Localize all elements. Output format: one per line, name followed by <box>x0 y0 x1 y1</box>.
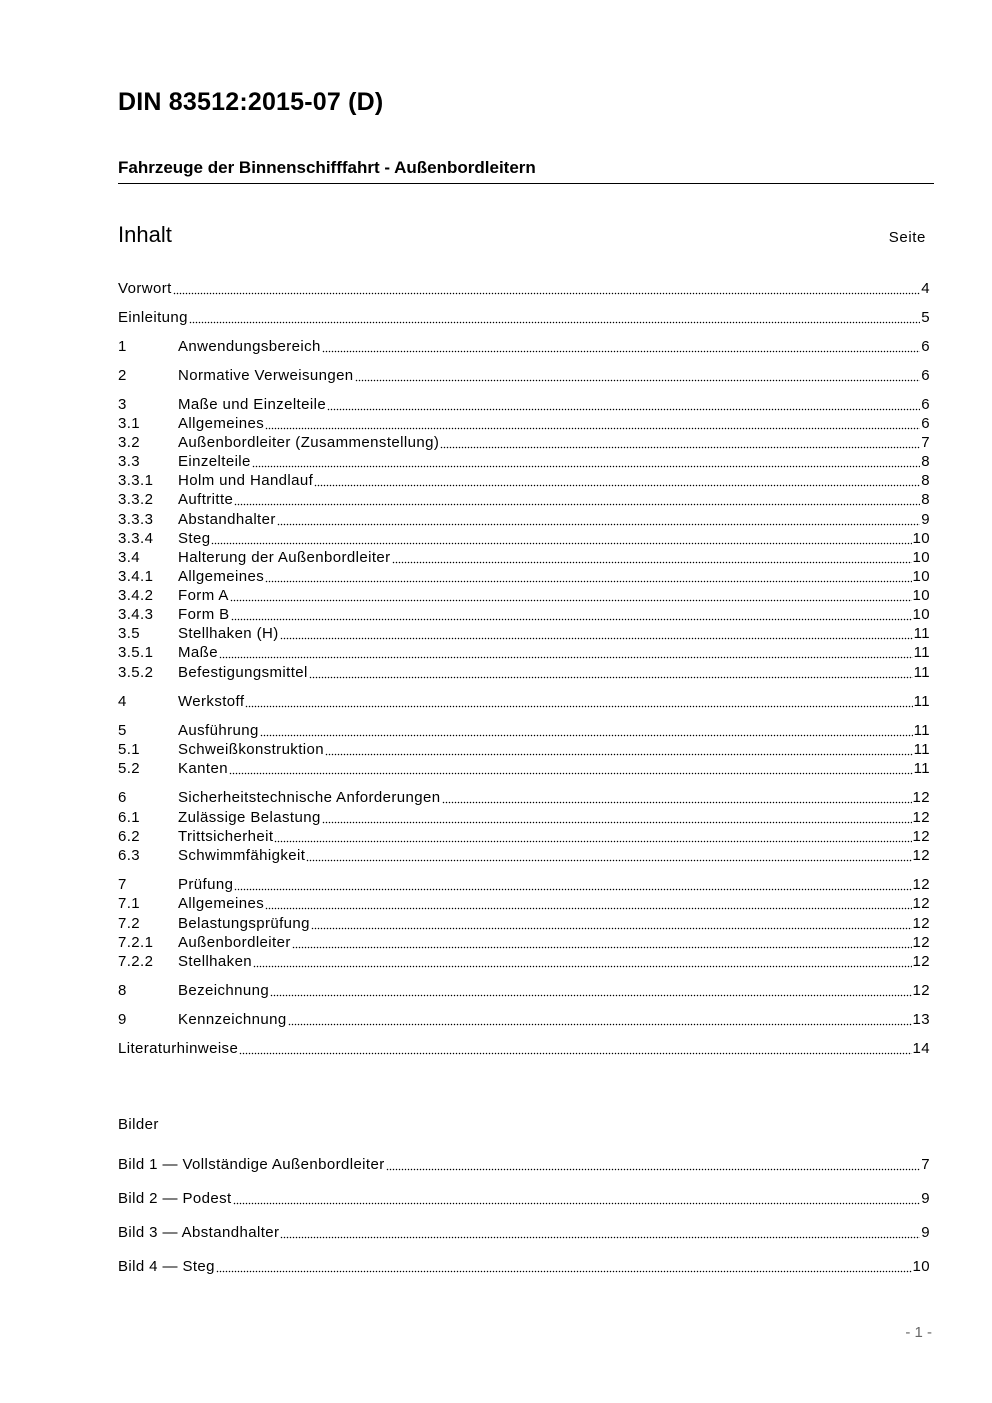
toc-entry-title: Sicherheitstechnische Anforderungen <box>178 789 441 806</box>
document-title: DIN 83512:2015-07 (D) <box>118 88 384 116</box>
toc-entry-title: Stellhaken (H) <box>178 625 279 642</box>
dot-leader <box>233 1202 921 1206</box>
toc-entry-title: Allgemeines <box>178 415 265 432</box>
toc-entry[interactable] <box>118 414 930 433</box>
toc-entry[interactable] <box>118 759 930 778</box>
toc-entry-number: 5.2 <box>118 760 141 777</box>
toc-entry-page: 11 <box>913 625 930 642</box>
toc-entry-page: 6 <box>921 396 930 413</box>
toc-entry-number: 6.2 <box>118 828 141 845</box>
toc-entry-title: Einleitung <box>118 309 188 326</box>
toc-entry-page: 14 <box>912 1040 930 1057</box>
toc-entry-number: 3.4.2 <box>118 587 154 604</box>
toc-entry[interactable] <box>118 471 930 490</box>
toc-entry-title: Vorwort <box>118 280 172 297</box>
toc-entry-page: 12 <box>912 828 930 845</box>
toc-entry-number: 3.3.1 <box>118 472 154 489</box>
toc-entry-number: 6 <box>118 789 127 806</box>
toc-entry-number: 7.2 <box>118 915 141 932</box>
toc-entry-title: Kennzeichnung <box>178 1011 287 1028</box>
toc-entry[interactable] <box>118 337 930 356</box>
toc-entry-title: Außenbordleiter <box>178 934 291 951</box>
figure-entry[interactable] <box>118 1189 930 1208</box>
toc-entry[interactable] <box>118 452 930 471</box>
figure-entry-page: 9 <box>921 1190 930 1207</box>
toc-entry-number: 3.4.3 <box>118 606 154 623</box>
dot-leader <box>355 379 921 383</box>
dot-leader <box>277 523 920 527</box>
toc-entry-page: 11 <box>913 644 930 661</box>
toc-entry-page: 12 <box>912 847 930 864</box>
toc-entry-title: Allgemeines <box>178 568 265 585</box>
title-divider <box>118 183 934 184</box>
toc-entry-page: 11 <box>913 741 930 758</box>
contents-heading: Inhalt <box>118 222 172 247</box>
toc-entry[interactable] <box>118 981 930 1000</box>
toc-entry-page: 10 <box>912 530 930 547</box>
toc-entry[interactable] <box>118 933 930 952</box>
toc-entry-page: 12 <box>912 953 930 970</box>
figure-entry-title: Bild 2 — Podest <box>118 1190 232 1207</box>
toc-entry[interactable] <box>118 663 930 682</box>
dot-leader <box>442 801 912 805</box>
dot-leader <box>253 965 911 969</box>
toc-entry[interactable] <box>118 692 930 711</box>
dot-leader <box>288 1023 912 1027</box>
toc-entry-page: 12 <box>912 789 930 806</box>
figure-entry-page: 10 <box>912 1258 930 1275</box>
dot-leader <box>189 321 920 325</box>
dot-leader <box>322 350 921 354</box>
toc-entry-title: Abstandhalter <box>178 511 276 528</box>
figure-entry[interactable] <box>118 1257 930 1276</box>
toc-entry-page: 11 <box>913 760 930 777</box>
toc-entry[interactable] <box>118 548 930 567</box>
toc-entry-title: Ausführung <box>178 722 259 739</box>
dot-leader <box>280 637 913 641</box>
toc-entry-page: 11 <box>913 693 930 710</box>
toc-entry[interactable] <box>118 875 930 894</box>
dot-leader <box>392 561 912 565</box>
toc-entry-page: 9 <box>921 511 930 528</box>
figure-entry[interactable] <box>118 1155 930 1174</box>
toc-entry-number: 3 <box>118 396 127 413</box>
toc-entry-number: 6.3 <box>118 847 141 864</box>
dot-leader <box>325 753 913 757</box>
dot-leader <box>234 888 911 892</box>
toc-entry-page: 11 <box>913 664 930 681</box>
toc-entry-number: 8 <box>118 982 127 999</box>
toc-entry-number: 3.1 <box>118 415 141 432</box>
toc-entry-number: 2 <box>118 367 127 384</box>
toc-entry[interactable] <box>118 1010 930 1029</box>
toc-entry[interactable] <box>118 433 930 452</box>
dot-leader <box>274 840 911 844</box>
toc-entry-page: 12 <box>912 876 930 893</box>
toc-entry[interactable] <box>118 721 930 740</box>
toc-entry-number: 1 <box>118 338 127 355</box>
toc-entry-title: Schweißkonstruktion <box>178 741 324 758</box>
toc-entry-number: 3.5.1 <box>118 644 154 661</box>
dot-leader <box>270 994 911 998</box>
figure-entry-title: Bild 1 — Vollständige Außenbordleiter <box>118 1156 385 1173</box>
toc-entry-title: Maße und Einzelteile <box>178 396 327 413</box>
toc-entry-title: Halterung der Außenbordleiter <box>178 549 391 566</box>
toc-entry-page: 10 <box>912 606 930 623</box>
toc-entry-page: 12 <box>912 895 930 912</box>
dot-leader <box>440 446 920 450</box>
toc-entry[interactable] <box>118 490 930 509</box>
toc-entry-title: Maße <box>178 644 218 661</box>
toc-entry[interactable] <box>118 567 930 586</box>
dot-leader <box>265 427 920 431</box>
toc-entry-title: Literaturhinweise <box>118 1040 239 1057</box>
dot-leader <box>211 542 911 546</box>
toc-entry-page: 7 <box>921 434 930 451</box>
toc-entry-page: 6 <box>921 367 930 384</box>
toc-entry-title: Allgemeines <box>178 895 265 912</box>
toc-entry[interactable] <box>118 529 930 548</box>
toc-entry[interactable] <box>118 395 930 414</box>
toc-entry-title: Bezeichnung <box>178 982 270 999</box>
toc-entry-page: 12 <box>912 809 930 826</box>
toc-entry-title: Schwimmfähigkeit <box>178 847 306 864</box>
toc-entry-number: 9 <box>118 1011 127 1028</box>
document-subtitle: Fahrzeuge der Binnenschifffahrt - Außenbordleitern <box>118 158 536 177</box>
toc-entry-number: 3.3.3 <box>118 511 154 528</box>
toc-entry[interactable] <box>118 846 930 865</box>
toc-entry-title: Prüfung <box>178 876 234 893</box>
page-column-label: Seite <box>888 229 926 246</box>
toc-entry-number: 3.5.2 <box>118 664 154 681</box>
dot-leader <box>314 484 920 488</box>
toc-entry-page: 12 <box>912 915 930 932</box>
dot-leader <box>309 676 913 680</box>
toc-entry-title: Steg <box>178 530 211 547</box>
toc-entry-number: 3.5 <box>118 625 141 642</box>
dot-leader <box>252 465 920 469</box>
toc-entry-page: 6 <box>921 338 930 355</box>
toc-entry-number: 7.2.2 <box>118 953 154 970</box>
toc-entry-number: 6.1 <box>118 809 141 826</box>
figures-heading: Bilder <box>118 1116 159 1133</box>
toc-entry-number: 3.2 <box>118 434 141 451</box>
toc-entry-title: Belastungsprüfung <box>178 915 310 932</box>
toc-entry-page: 8 <box>921 472 930 489</box>
toc-entry-number: 3.4 <box>118 549 141 566</box>
dot-leader <box>327 408 920 412</box>
toc-entry-page: 5 <box>921 309 930 326</box>
toc-entry-number: 7 <box>118 876 127 893</box>
toc-entry-number: 3.3.2 <box>118 491 154 508</box>
toc-entry-page: 6 <box>921 415 930 432</box>
figure-entry-title: Bild 3 — Abstandhalter <box>118 1224 280 1241</box>
toc-entry-title: Trittsicherheit <box>178 828 274 845</box>
toc-entry[interactable] <box>118 643 930 662</box>
toc-entry[interactable] <box>118 510 930 529</box>
toc-entry[interactable] <box>118 788 930 807</box>
toc-entry-title: Auftritte <box>178 491 234 508</box>
toc-entry-number: 3.3 <box>118 453 141 470</box>
toc-entry-page: 4 <box>921 280 930 297</box>
toc-entry-title: Form A <box>178 587 229 604</box>
toc-entry-page: 8 <box>921 491 930 508</box>
toc-entry[interactable] <box>118 586 930 605</box>
toc-entry[interactable] <box>118 740 930 759</box>
dot-leader <box>173 292 921 296</box>
dot-leader <box>265 907 911 911</box>
toc-entry-number: 3.3.4 <box>118 530 154 547</box>
toc-entry[interactable] <box>118 1039 930 1058</box>
toc-entry[interactable] <box>118 605 930 624</box>
toc-entry-page: 10 <box>912 568 930 585</box>
toc-entry-title: Anwendungsbereich <box>178 338 321 355</box>
dot-leader <box>311 927 912 931</box>
toc-entry-page: 13 <box>912 1011 930 1028</box>
dot-leader <box>306 859 911 863</box>
toc-entry-page: 8 <box>921 453 930 470</box>
dot-leader <box>234 503 920 507</box>
dot-leader <box>265 580 911 584</box>
dot-leader <box>280 1236 920 1240</box>
dot-leader <box>292 946 912 950</box>
toc-entry-page: 12 <box>912 982 930 999</box>
toc-entry-title: Einzelteile <box>178 453 251 470</box>
figure-entry-title: Bild 4 — Steg <box>118 1258 215 1275</box>
toc-entry[interactable] <box>118 366 930 385</box>
toc-entry-title: Form B <box>178 606 230 623</box>
toc-entry[interactable] <box>118 808 930 827</box>
figure-entry-page: 9 <box>921 1224 930 1241</box>
dot-leader <box>386 1168 921 1172</box>
toc-entry-title: Außenbordleiter (Zusammenstellung) <box>178 434 440 451</box>
dot-leader <box>216 1270 912 1274</box>
toc-entry[interactable] <box>118 914 930 933</box>
toc-entry-number: 5 <box>118 722 127 739</box>
toc-entry[interactable] <box>118 624 930 643</box>
toc-entry-page: 12 <box>912 934 930 951</box>
toc-entry-title: Kanten <box>178 760 228 777</box>
figure-entry[interactable] <box>118 1223 930 1242</box>
toc-entry-title: Stellhaken <box>178 953 253 970</box>
toc-entry-number: 7.1 <box>118 895 141 912</box>
toc-entry-number: 7.2.1 <box>118 934 154 951</box>
toc-entry-page: 10 <box>912 549 930 566</box>
toc-entry[interactable] <box>118 894 930 913</box>
toc-entry-title: Holm und Handlauf <box>178 472 314 489</box>
toc-entry-title: Zulässige Belastung <box>178 809 321 826</box>
dot-leader <box>239 1052 911 1056</box>
toc-entry[interactable] <box>118 279 930 298</box>
dot-leader <box>245 705 912 709</box>
toc-entry-title: Befestigungsmittel <box>178 664 308 681</box>
toc-entry-number: 3.4.1 <box>118 568 154 585</box>
toc-entry-number: 5.1 <box>118 741 141 758</box>
dot-leader <box>322 821 912 825</box>
toc-entry[interactable] <box>118 827 930 846</box>
toc-entry-page: 11 <box>913 722 930 739</box>
toc-entry[interactable] <box>118 308 930 327</box>
dot-leader <box>260 734 913 738</box>
toc-entry-number: 4 <box>118 693 127 710</box>
toc-entry[interactable] <box>118 952 930 971</box>
toc-entry-title: Werkstoff <box>178 693 245 710</box>
toc-entry-title: Normative Verweisungen <box>178 367 354 384</box>
dot-leader <box>229 772 913 776</box>
toc-entry-page: 10 <box>912 587 930 604</box>
dot-leader <box>219 656 913 660</box>
dot-leader <box>230 599 912 603</box>
dot-leader <box>231 618 912 622</box>
page-number: - 1 - <box>905 1324 932 1341</box>
figure-entry-page: 7 <box>921 1156 930 1173</box>
